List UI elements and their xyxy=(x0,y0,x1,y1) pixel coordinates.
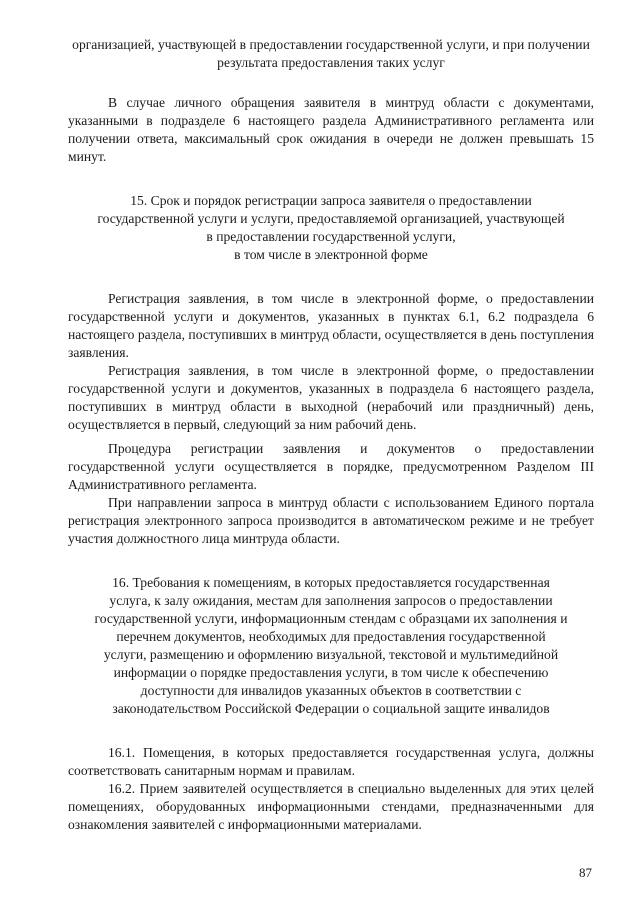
section-15-paragraph: При направлении запроса в минтруд области с использованием Единого портала регистрация электронного запроса производится в автоматическом режиме и не требует участия должностного лица минтруда области. xyxy=(68,495,594,546)
section-15-paragraph: Процедура регистрации заявления и документов о предоставлении государственной услуги осуществляется в порядке, предусмотренном Разделом III Административного регламента. xyxy=(68,441,594,492)
section-15-paragraph: Регистрация заявления, в том числе в электронной форме, о предоставлении государственной услуги и документов, указанных в пунктах 6.1, 6.2 подраздела 6 настоящего раздела, поступивших в минтруд области, осуществляется в день поступления заявления. xyxy=(68,291,594,360)
section-16-title xyxy=(68,574,594,718)
section-16-title-line: доступности для инвалидов указанных объектов в соответствии с xyxy=(140,683,522,698)
section-15-title-line: в том числе в электронной форме xyxy=(234,247,428,262)
section-16-title-line: государственной услуги, информационным стендам с образцами их заполнения и xyxy=(94,611,568,626)
intro-heading-tail: организацией, участвующей в предоставлении государственной услуги, и при получении результата предоставления таких услуг xyxy=(72,37,590,70)
section-16-paragraph: 16.1. Помещения, в которых предоставляется государственная услуга, должны соответствовать санитарным нормам и правилам. xyxy=(68,745,594,778)
section-15-title-line: государственной услуги и услуги, предоставляемой организацией, участвующей xyxy=(97,211,565,226)
document-page xyxy=(68,36,594,834)
page-number: 87 xyxy=(579,865,592,880)
section-16-title-line: перечнем документов, необходимых для предоставления государственной xyxy=(116,629,546,644)
section-16-title-line: информации о порядке предоставления услуги, в том числе к обеспечению xyxy=(113,665,549,680)
section-15-title xyxy=(68,192,594,264)
section-15-title-line: 15. Срок и порядок регистрации запроса заявителя о предоставлении xyxy=(130,193,532,208)
section-16-title-line: услуга, к залу ожидания, местам для заполнения запросов о предоставлении xyxy=(109,593,553,608)
section-16-paragraph: 16.2. Прием заявителей осуществляется в специально выделенных для этих целей помещениях, оборудованных информационными стендами, предназначенными для ознакомления заявителей с информационными материалами. xyxy=(68,781,594,832)
section-16-title-line: законодательством Российской Федерации о социальной защите инвалидов xyxy=(112,701,550,716)
section-16-title-line: 16. Требования к помещениям, в которых предоставляется государственная xyxy=(112,575,550,590)
section-16-title-line: услуги, размещению и оформлению визуальной, текстовой и мультимедийной xyxy=(103,647,559,662)
section-15-title-line: в предоставлении государственной услуги, xyxy=(206,229,456,244)
section-15-paragraph: Регистрация заявления, в том числе в электронной форме, о предоставлении государственной услуги и документов, указанных в подраздела 6 настоящего раздела, поступивших в минтруд области в выходной (нерабочий или праздничный) день, осуществляется в первый, следующий за ним рабочий день. xyxy=(68,363,594,432)
intro-paragraph: В случае личного обращения заявителя в минтруд области с документами, указанными в подразделе 6 настоящего раздела Административного регламента или получении ответа, максимальный срок ожидания в очереди не должен превышать 15 минут. xyxy=(68,95,594,164)
